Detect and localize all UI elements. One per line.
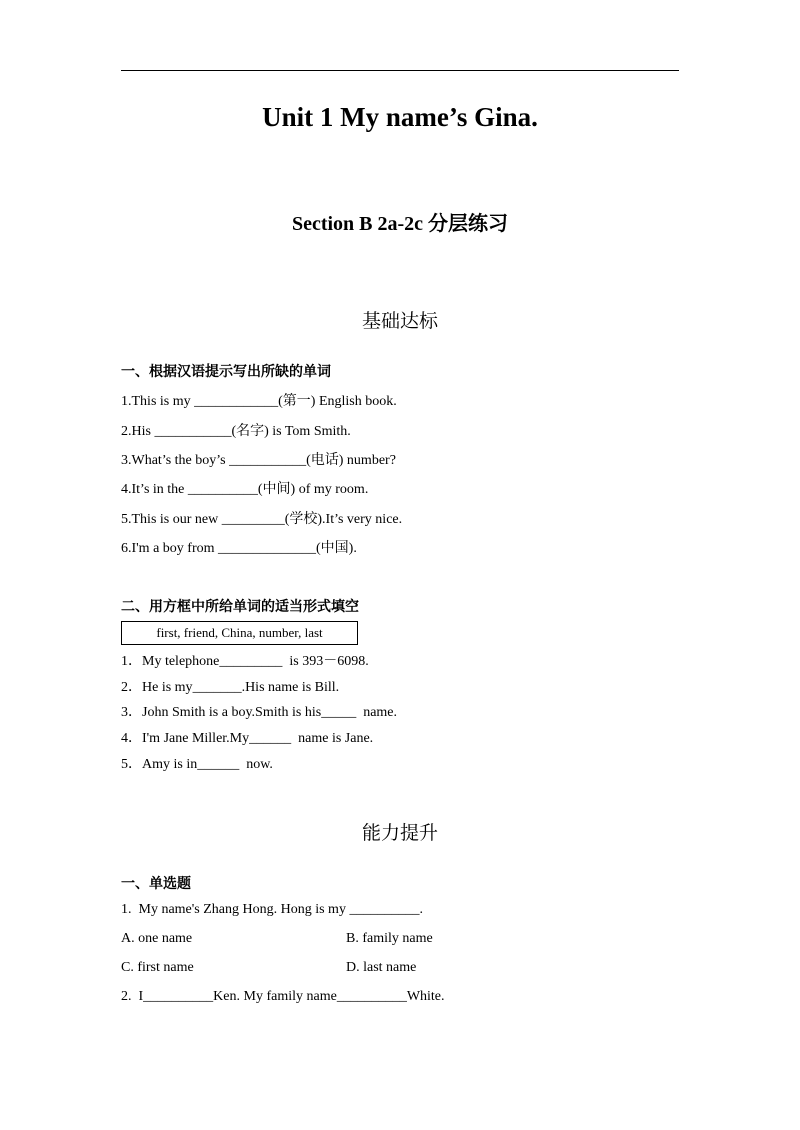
item-text: is 393－6098. bbox=[282, 654, 369, 669]
question-text: 2. I bbox=[121, 989, 144, 1004]
item-text: name. bbox=[356, 705, 398, 720]
answer-blank[interactable]: _______ bbox=[192, 680, 242, 695]
part2-item-5 bbox=[121, 753, 273, 773]
part3-heading: 一、单选题 bbox=[121, 876, 191, 892]
subtitle-text: Section B 2a-2c 分层练习 bbox=[291, 213, 509, 235]
answer-blank[interactable]: ______ bbox=[197, 757, 240, 772]
level-basic-heading: 基础达标 bbox=[361, 310, 438, 332]
item-text: 3．John Smith is a boy.Smith is his bbox=[121, 705, 322, 720]
part2-item-3 bbox=[121, 701, 397, 721]
item-text: (中国). bbox=[316, 541, 357, 556]
item-text: (第一) English book. bbox=[278, 394, 397, 409]
answer-blank[interactable]: __________ bbox=[336, 989, 407, 1004]
answer-blank[interactable]: _________ bbox=[219, 654, 283, 669]
part1-heading: 一、根据汉语提示写出所缺的单词 bbox=[121, 364, 331, 380]
item-text: .His name is Bill. bbox=[241, 680, 340, 695]
item-text: 2．He is my bbox=[121, 680, 193, 695]
option-d[interactable]: D. last name bbox=[346, 960, 417, 975]
answer-blank[interactable]: __________ bbox=[349, 902, 420, 917]
item-text: 4．I'm Jane Miller.My bbox=[121, 731, 250, 746]
answer-blank[interactable]: _____ bbox=[321, 705, 357, 720]
part1-item-5 bbox=[121, 508, 402, 528]
part2-item-2 bbox=[121, 676, 339, 696]
answer-blank[interactable]: __________ bbox=[143, 989, 214, 1004]
item-text: 2.His bbox=[121, 424, 155, 439]
item-text: name is Jane. bbox=[291, 731, 374, 746]
part1-item-3 bbox=[121, 449, 396, 469]
part1-item-4 bbox=[121, 478, 368, 498]
question-1 bbox=[121, 902, 423, 918]
part1-item-2 bbox=[121, 420, 351, 440]
word-box: first, friend, China, number, last bbox=[121, 621, 358, 645]
part2-item-1 bbox=[121, 650, 369, 670]
item-text: now. bbox=[239, 757, 273, 772]
item-text: (学校).It’s very nice. bbox=[284, 512, 403, 527]
item-text: 4.It’s in the bbox=[121, 482, 188, 497]
item-text: (电话) number? bbox=[306, 453, 396, 468]
option-a[interactable]: A. one name bbox=[121, 931, 193, 946]
item-text: 3.What’s the boy’s bbox=[121, 453, 230, 468]
answer-blank[interactable]: ______________ bbox=[218, 541, 317, 556]
question-text: White. bbox=[406, 989, 445, 1004]
part1-item-1 bbox=[121, 390, 397, 410]
question-text: Ken. My family name bbox=[213, 989, 337, 1004]
item-text: 1．My telephone bbox=[121, 654, 220, 669]
level-advanced-heading: 能力提升 bbox=[361, 822, 438, 844]
answer-blank[interactable]: _________ bbox=[221, 512, 285, 527]
part1-item-6 bbox=[121, 537, 357, 557]
answer-blank[interactable]: __________ bbox=[187, 482, 258, 497]
question-2 bbox=[121, 989, 445, 1005]
answer-blank[interactable]: ___________ bbox=[154, 424, 232, 439]
item-text: 5．Amy is in bbox=[121, 757, 198, 772]
item-text: (名字) is Tom Smith. bbox=[231, 424, 351, 439]
answer-blank[interactable]: ______ bbox=[249, 731, 292, 746]
question-end: . bbox=[419, 902, 423, 917]
item-text: 1.This is my bbox=[121, 394, 195, 409]
item-text: (中间) of my room. bbox=[257, 482, 369, 497]
part2-heading: 二、用方框中所给单词的适当形式填空 bbox=[121, 599, 359, 615]
answer-blank[interactable]: ___________ bbox=[229, 453, 307, 468]
page-title: Unit 1 My name’s Gina. bbox=[262, 102, 538, 132]
page-subtitle bbox=[0, 207, 800, 236]
option-b[interactable]: B. family name bbox=[346, 931, 433, 946]
item-text: 6.I'm a boy from bbox=[121, 541, 219, 556]
question-stem: 1. My name's Zhang Hong. Hong is my bbox=[121, 902, 350, 917]
header-rule bbox=[121, 70, 679, 71]
option-c[interactable]: C. first name bbox=[121, 960, 194, 975]
answer-blank[interactable]: ____________ bbox=[194, 394, 279, 409]
item-text: 5.This is our new bbox=[121, 512, 222, 527]
part2-item-4 bbox=[121, 727, 373, 747]
